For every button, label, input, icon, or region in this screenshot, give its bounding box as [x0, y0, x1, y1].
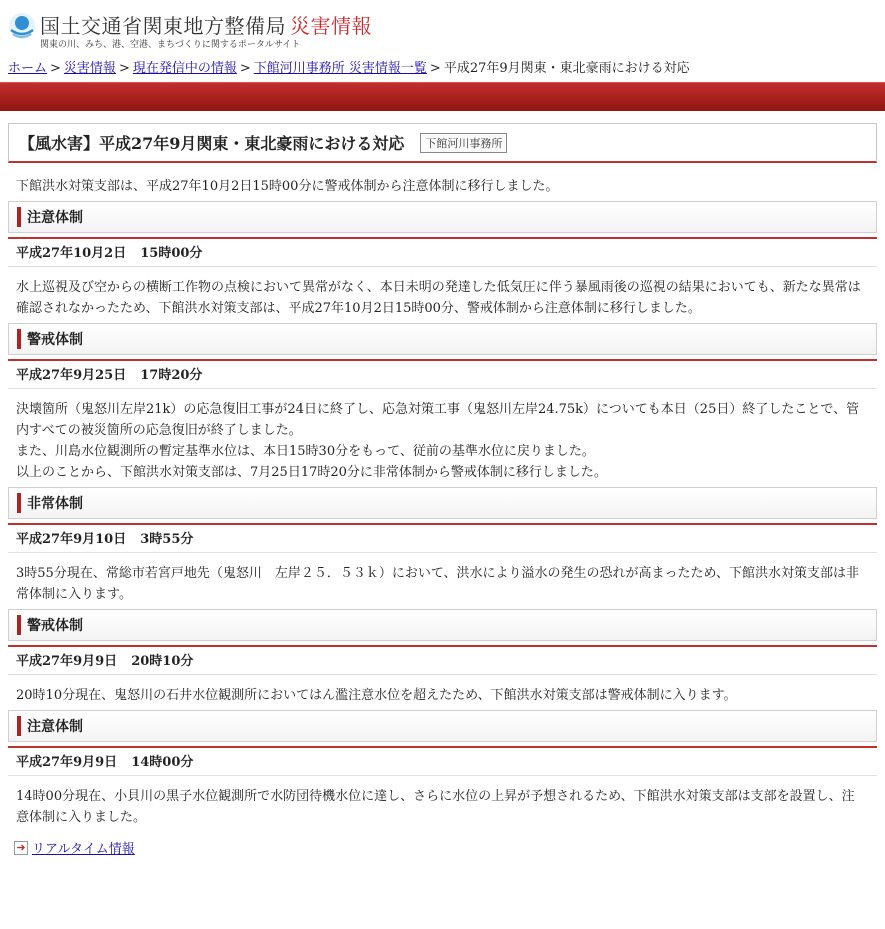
status-entry: [8, 201, 877, 319]
section-heading: [8, 487, 877, 519]
header-red-bar: [0, 82, 885, 111]
entry-date: 平成27年9月9日: [16, 654, 118, 669]
heading-marker: [17, 207, 21, 227]
entry-time: 14時00分: [131, 755, 194, 770]
entry-body: [8, 553, 877, 605]
entry-line: 3時55分現在、常総市若宮戸地先（鬼怒川 左岸２５．５３ｋ）において、洪水により溢水の発生の恐れが高まったため、下館洪水対策支部は非常体制に入ります。: [16, 566, 860, 602]
site-title-accent: 災害情報: [290, 14, 372, 38]
entry-date: 平成27年10月2日: [16, 246, 127, 261]
entry-date-row: [8, 645, 877, 675]
entry-date-row: [8, 746, 877, 776]
entry-body: [8, 675, 877, 706]
site-header: [0, 0, 885, 56]
section-heading: [8, 710, 877, 742]
realtime-info-link-row: [8, 838, 877, 857]
page-title: 【風水害】平成27年9月関東・東北豪雨における対応: [19, 134, 405, 153]
entry-time: 3時55分: [140, 532, 194, 547]
entry-date-row: [8, 359, 877, 389]
entry-date: 平成27年9月9日: [16, 755, 118, 770]
entry-time: 15時00分: [140, 246, 203, 261]
entry-body: [8, 267, 877, 319]
site-title[interactable]: [40, 10, 372, 39]
section-heading-label: 注意体制: [27, 719, 83, 735]
section-heading: [8, 609, 877, 641]
entry-date-row: [8, 523, 877, 553]
breadcrumb-separator: >: [50, 61, 61, 76]
entry-line: 14時00分現在、小貝川の黒子水位観測所で水防団待機水位に達し、さらに水位の上昇が予想されるため、下館洪水対策支部は支部を設置し、注意体制に入りました。: [16, 789, 855, 825]
breadcrumb-home-link[interactable]: ホーム: [8, 61, 48, 76]
entry-line: 決壊箇所（鬼怒川左岸21k）の応急復旧工事が24日に終了し、応急対策工事（鬼怒川左岸24.75k）についても本日（25日）終了したことで、管内すべての被災箇所の応急復旧が終了しました。: [16, 402, 860, 438]
breadcrumb-office-list-link[interactable]: 下館河川事務所 災害情報一覧: [253, 61, 427, 76]
breadcrumb-separator: >: [429, 61, 441, 76]
section-heading-label: 非常体制: [27, 496, 83, 512]
section-heading-label: 警戒体制: [27, 332, 83, 348]
status-entry: [8, 323, 877, 483]
section-heading: [8, 323, 877, 355]
entry-body: [8, 389, 877, 483]
entry-time: 20時10分: [131, 654, 194, 669]
heading-marker: [17, 615, 21, 635]
entry-line: 20時10分現在、鬼怒川の石井水位観測所においてはん濫注意水位を超えたため、下館洪水対策支部は警戒体制に入ります。: [16, 688, 737, 703]
intro-text: 下館洪水対策支部は、平成27年10月2日15時00分に警戒体制から注意体制に移行しました。: [16, 179, 559, 194]
page-title-box: [8, 123, 877, 163]
realtime-info-link[interactable]: リアルタイム情報: [32, 842, 135, 857]
mlit-logo-icon[interactable]: [8, 12, 36, 40]
section-heading: [8, 201, 877, 233]
entry-time: 17時20分: [140, 368, 203, 383]
entry-date-row: [8, 237, 877, 267]
main-content: [0, 123, 885, 857]
breadcrumb-current: 平成27年9月関東・東北豪雨における対応: [443, 61, 690, 76]
breadcrumb-separator: >: [239, 61, 251, 76]
breadcrumb: [0, 56, 885, 82]
status-entry: [8, 710, 877, 828]
heading-marker: [17, 329, 21, 349]
status-entry: [8, 487, 877, 605]
section-heading-label: 注意体制: [27, 210, 83, 226]
breadcrumb-current-info-link[interactable]: 現在発信中の情報: [132, 61, 237, 76]
office-tag: 下館河川事務所: [420, 133, 507, 153]
entry-line: また、川島水位観測所の暫定基準水位は、本日15時30分をもって、従前の基準水位に戻りました。: [16, 444, 595, 459]
entry-line: 以上のことから、下館洪水対策支部は、7月25日17時20分に非常体制から警戒体制に移行しました。: [16, 465, 607, 480]
entry-line: 水上巡視及び空からの横断工作物の点検において異常がなく、本日未明の発達した低気圧に伴う暴風雨後の巡視の結果においても、新たな異常は確認されなかったため、下館洪水対策支部は、平成27年10月2日15時00分、警戒体制から注意体制に移行しました。: [16, 280, 861, 316]
heading-marker: [17, 493, 21, 513]
entry-date: 平成27年9月25日: [16, 368, 127, 383]
arrow-right-icon[interactable]: ➜: [14, 841, 28, 855]
entry-date: 平成27年9月10日: [16, 532, 127, 547]
heading-marker: [17, 716, 21, 736]
breadcrumb-separator: >: [118, 61, 130, 76]
site-subtitle: 関東の川、みち、港、空港、まちづくりに関するポータルサイト: [40, 40, 301, 50]
section-heading-label: 警戒体制: [27, 618, 83, 634]
breadcrumb-disaster-link[interactable]: 災害情報: [63, 61, 116, 76]
status-entry: [8, 609, 877, 706]
site-title-main: 国土交通省関東地方整備局: [40, 14, 286, 38]
entry-body: [8, 776, 877, 828]
